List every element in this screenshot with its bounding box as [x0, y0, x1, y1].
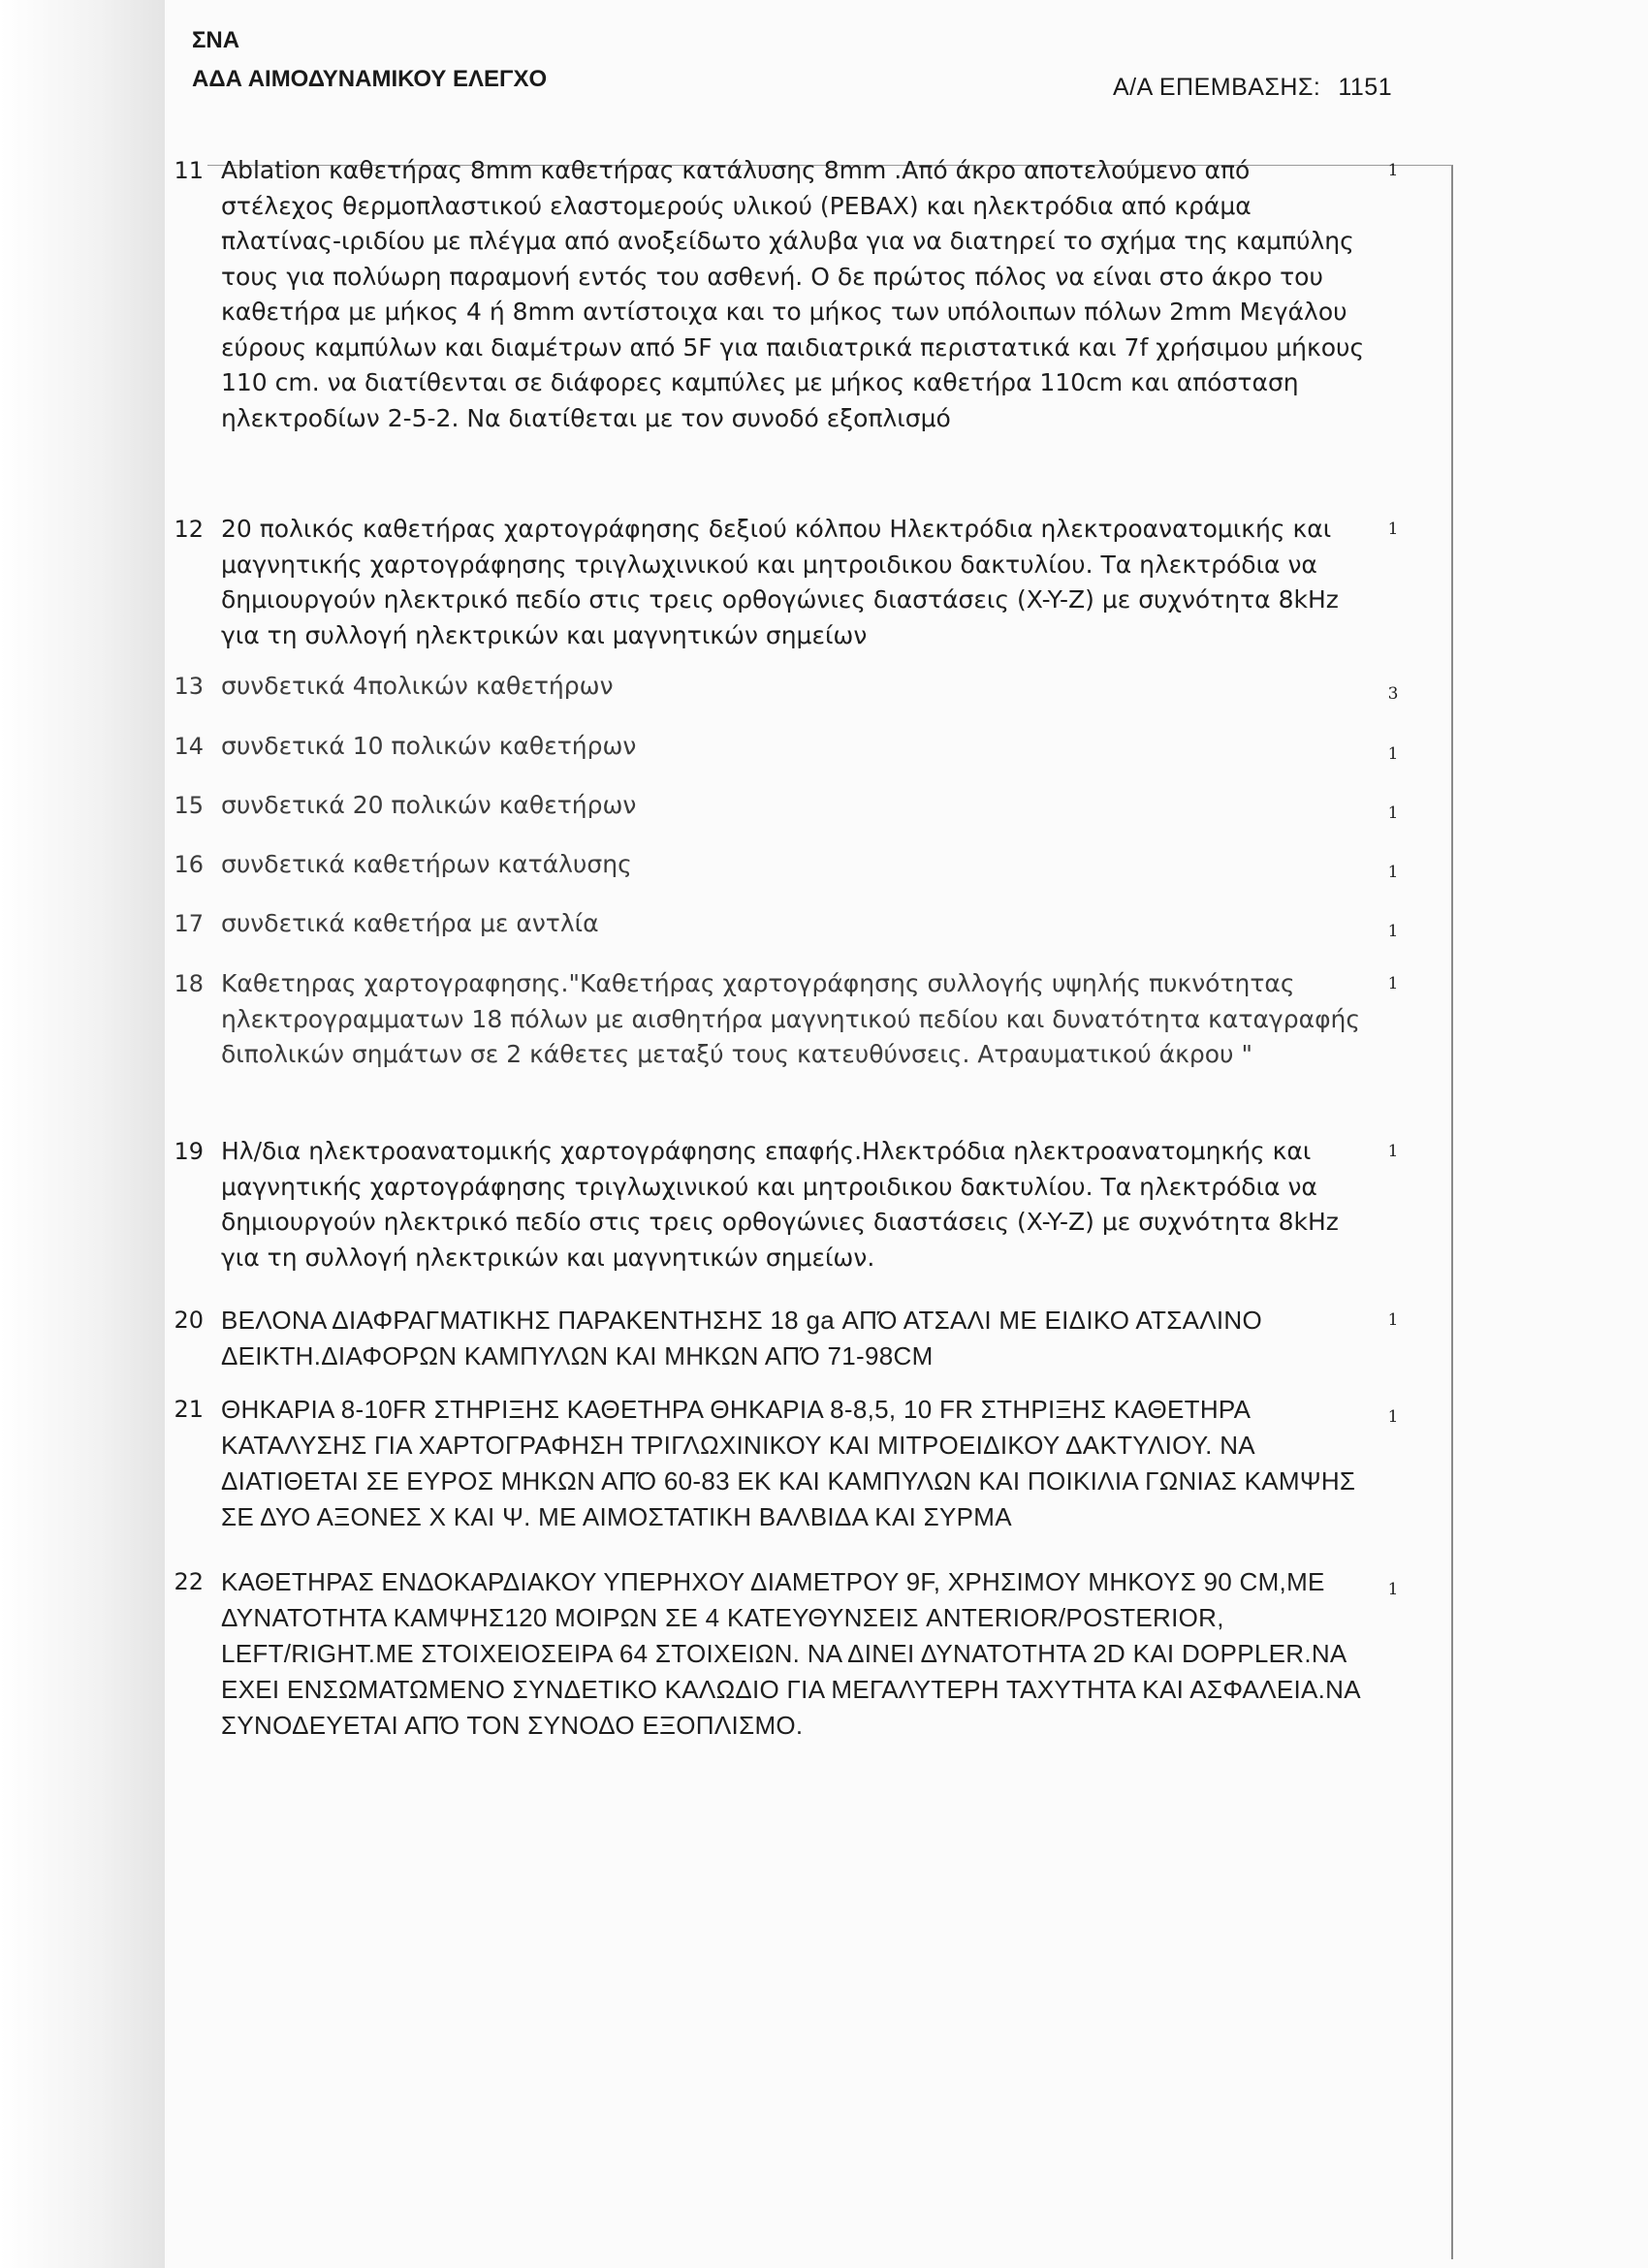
item-number: 13 — [174, 673, 204, 700]
item-description: συνδετικά 4πολικών καθετήρων — [221, 672, 614, 700]
item-quantity: 1 — [1387, 744, 1399, 764]
item-quantity: 1 — [1387, 161, 1399, 180]
item-quantity: 1 — [1387, 1310, 1399, 1330]
item-quantity: 1 — [1387, 520, 1399, 539]
item-quantity: 1 — [1387, 1407, 1399, 1427]
procedure-number-value: 1151 — [1338, 74, 1393, 101]
header-line-1: ΣΝΑ — [192, 27, 240, 53]
item-description: 20 πολικός καθετήρας χαρτογράφησης δεξιού κόλπου Ηλεκτρόδια ηλεκτροανατομικής και μαγνητικής χαρτογράφησης τριγλωχινικού και μητροιδικου δακτυλίου. Τα ηλεκτρόδια να δημιουργούν ηλεκτρικό πεδίο στις τρεις ορθογώνιες διαστάσεις (X-Y-Z) με συχνότητα 8kHz για τη συλλογή ηλεκτρικών και μαγνητικών σημείων — [221, 515, 1339, 649]
item-quantity: 1 — [1387, 1580, 1399, 1599]
item-description: Ablation καθετήρας 8mm καθετήρας κατάλυσης 8mm .Από άκρο αποτελούμενο από στέλεχος θερμοπλαστικού ελαστομερούς υλικού (PEBAX) και ηλεκτρόδια από κράμα πλατίνας-ιριδίου με πλέγμα από ανοξείδωτο χάλυβα για να διατηρεί το σχήμα της καμπύλης τους για πολύωρη παραμονή εντός του ασθενή. Ο δε πρώτος πόλος να είναι στο άκρο του καθετήρα με μήκος 4 ή 8mm αντίστοιχα και το μήκος των υπόλοιπων πόλων 2mm Μεγάλου εύρους καμπύλων και διαμέτρων από 5F για παιδιατρικά περιστατικά και 7f χρήσιμου μήκους 110 cm. να διατίθενται σε διάφορες καμπύλες με μήκος καθετήρα 110cm και απόσταση ηλεκτροδίων 2-5-2. Να διατίθεται με τον συνοδό εξοπλισμό — [221, 156, 1365, 432]
procedure-number — [1113, 74, 1392, 102]
item-quantity: 1 — [1387, 974, 1399, 993]
item-number: 11 — [174, 157, 204, 184]
item-number: 12 — [174, 516, 204, 543]
item-quantity: 1 — [1387, 863, 1399, 882]
item-description: ΒΕΛΟΝΑ ΔΙΑΦΡΑΓΜΑΤΙΚΗΣ ΠΑΡΑΚΕΝΤΗΣΗΣ 18 ga ΑΠΌ ΑΤΣΑΛΙ ΜΕ ΕΙΔΙΚΟ ΑΤΣΑΛΙΝΟ ΔΕΙΚΤΗ.ΔΙΑΦΟΡΩΝ ΚΑΜΠΥΛΩΝ ΚΑΙ ΜΗΚΩΝ ΑΠΌ 71-98CM — [221, 1306, 1263, 1370]
item-number: 14 — [174, 733, 204, 760]
item-number: 18 — [174, 970, 204, 997]
item-description: συνδετικά 10 πολικών καθετήρων — [221, 732, 637, 760]
item-description: Ηλ/δια ηλεκτροανατομικής χαρτογράφησης επαφής.Ηλεκτρόδια ηλεκτροανατομηκής και μαγνητικής χαρτογράφησης τριγλωχινικού και μητροιδικου δακτυλίου. Τα ηλεκτρόδια να δημιουργούν ηλεκτρικό πεδίο στις τρεις ορθογώνιες διαστάσεις (X-Y-Z) με συχνότητα 8kHz για τη συλλογή ηλεκτρικών και μαγνητικών σημείων. — [221, 1137, 1339, 1272]
item-quantity: 1 — [1387, 1142, 1399, 1161]
item-number: 19 — [174, 1138, 204, 1165]
item-number: 20 — [174, 1307, 204, 1334]
header-department: ΑΔΑ ΑΙΜΟΔΥΝΑΜΙΚΟΥ ΕΛΕΓΧΟ — [192, 66, 548, 92]
item-description: ΚΑΘΕΤΗΡΑΣ ΕΝΔΟΚΑΡΔΙΑΚΟΥ ΥΠΕΡΗΧΟΥ ΔΙΑΜΕΤΡΟΥ 9F, ΧΡΗΣΙΜΟΥ ΜΗΚΟΥΣ 90 CM,ΜΕ ΔΥΝΑΤΟΤΗΤΑ ΚΑΜΨΗΣ120 ΜΟΙΡΩΝ ΣΕ 4 ΚΑΤΕΥΘΥΝΣΕΙΣ ANTERIOR/POSTERIOR, LEFT/RIGHT.ΜΕ ΣΤΟΙΧΕΙΟΣΕΙΡΑ 64 ΣΤΟΙΧΕΙΩΝ. ΝΑ ΔΙΝΕΙ ΔΥΝΑΤΟΤΗΤΑ 2D ΚΑΙ DOPPLER.ΝΑ ΕΧΕΙ ΕΝΣΩΜΑΤΩΜΕΝΟ ΣΥΝΔΕΤΙΚΟ ΚΑΛΩΔΙΟ ΓΙΑ ΜΕΓΑΛΥΤΕΡΗ ΤΑΧΥΤΗΤΑ ΚΑΙ ΑΣΦΑΛΕΙΑ.ΝΑ ΣΥΝΟΔΕΥΕΤΑΙ ΑΠΌ ΤΟΝ ΣΥΝΟΔΟ ΕΞΟΠΛΙΣΜΟ. — [221, 1567, 1360, 1740]
item-description: συνδετικά 20 πολικών καθετήρων — [221, 791, 637, 819]
item-number: 21 — [174, 1396, 204, 1423]
item-number: 17 — [174, 910, 204, 937]
item-description: συνδετικά καθετήρων κατάλυσης — [221, 850, 632, 878]
item-description: ΘΗΚΑΡΙΑ 8-10FR ΣΤΗΡΙΞΗΣ ΚΑΘΕΤΗΡΑ ΘΗΚΑΡΙΑ 8-8,5, 10 FR ΣΤΗΡΙΞΗΣ ΚΑΘΕΤΗΡΑ ΚΑΤΑΛΥΣΗΣ ΓΙΑ ΧΑΡΤΟΓΡΑΦΗΣΗ ΤΡΙΓΛΩΧΙΝΙΚΟΥ ΚΑΙ ΜΙΤΡΟΕΙΔΙΚΟΥ ΔΑΚΤΥΛΙΟΥ. ΝΑ ΔΙΑΤΙΘΕΤΑΙ ΣΕ ΕΥΡΟΣ ΜΗΚΩΝ ΑΠΌ 60-83 ΕΚ ΚΑΙ ΚΑΜΠΥΛΩΝ ΚΑΙ ΠΟΙΚΙΛΙΑ ΓΩΝΙΑΣ ΚΑΜΨΗΣ ΣΕ ΔΥΟ ΑΞΟΝΕΣ Χ ΚΑΙ Ψ. ΜΕ ΑΙΜΟΣΤΑΤΙΚΗ ΒΑΛΒΙΔΑ ΚΑΙ ΣΥΡΜΑ — [221, 1395, 1356, 1531]
item-number: 15 — [174, 792, 204, 819]
item-quantity: 3 — [1387, 684, 1399, 704]
procedure-number-label: Α/Α ΕΠΕΜΒΑΣΗΣ: — [1113, 74, 1321, 101]
item-number: 16 — [174, 851, 204, 878]
item-quantity: 1 — [1387, 803, 1399, 823]
item-number: 22 — [174, 1568, 204, 1595]
item-description: Καθετηρας χαρτογραφησης."Καθετήρας χαρτογράφησης συλλογής υψηλής πυκνότητας ηλεκτρογραμματων 18 πόλων με αισθητήρα μαγνητικού πεδίου και δυνατότητα καταγραφής διπολικών σημάτων σε 2 κάθετες μεταξύ τους κατευθύνσεις. Ατραυματικού άκρου " — [221, 969, 1361, 1068]
item-quantity: 1 — [1387, 922, 1399, 941]
document-header — [192, 21, 547, 99]
item-description: συνδετικά καθετήρα με αντλία — [221, 909, 599, 937]
